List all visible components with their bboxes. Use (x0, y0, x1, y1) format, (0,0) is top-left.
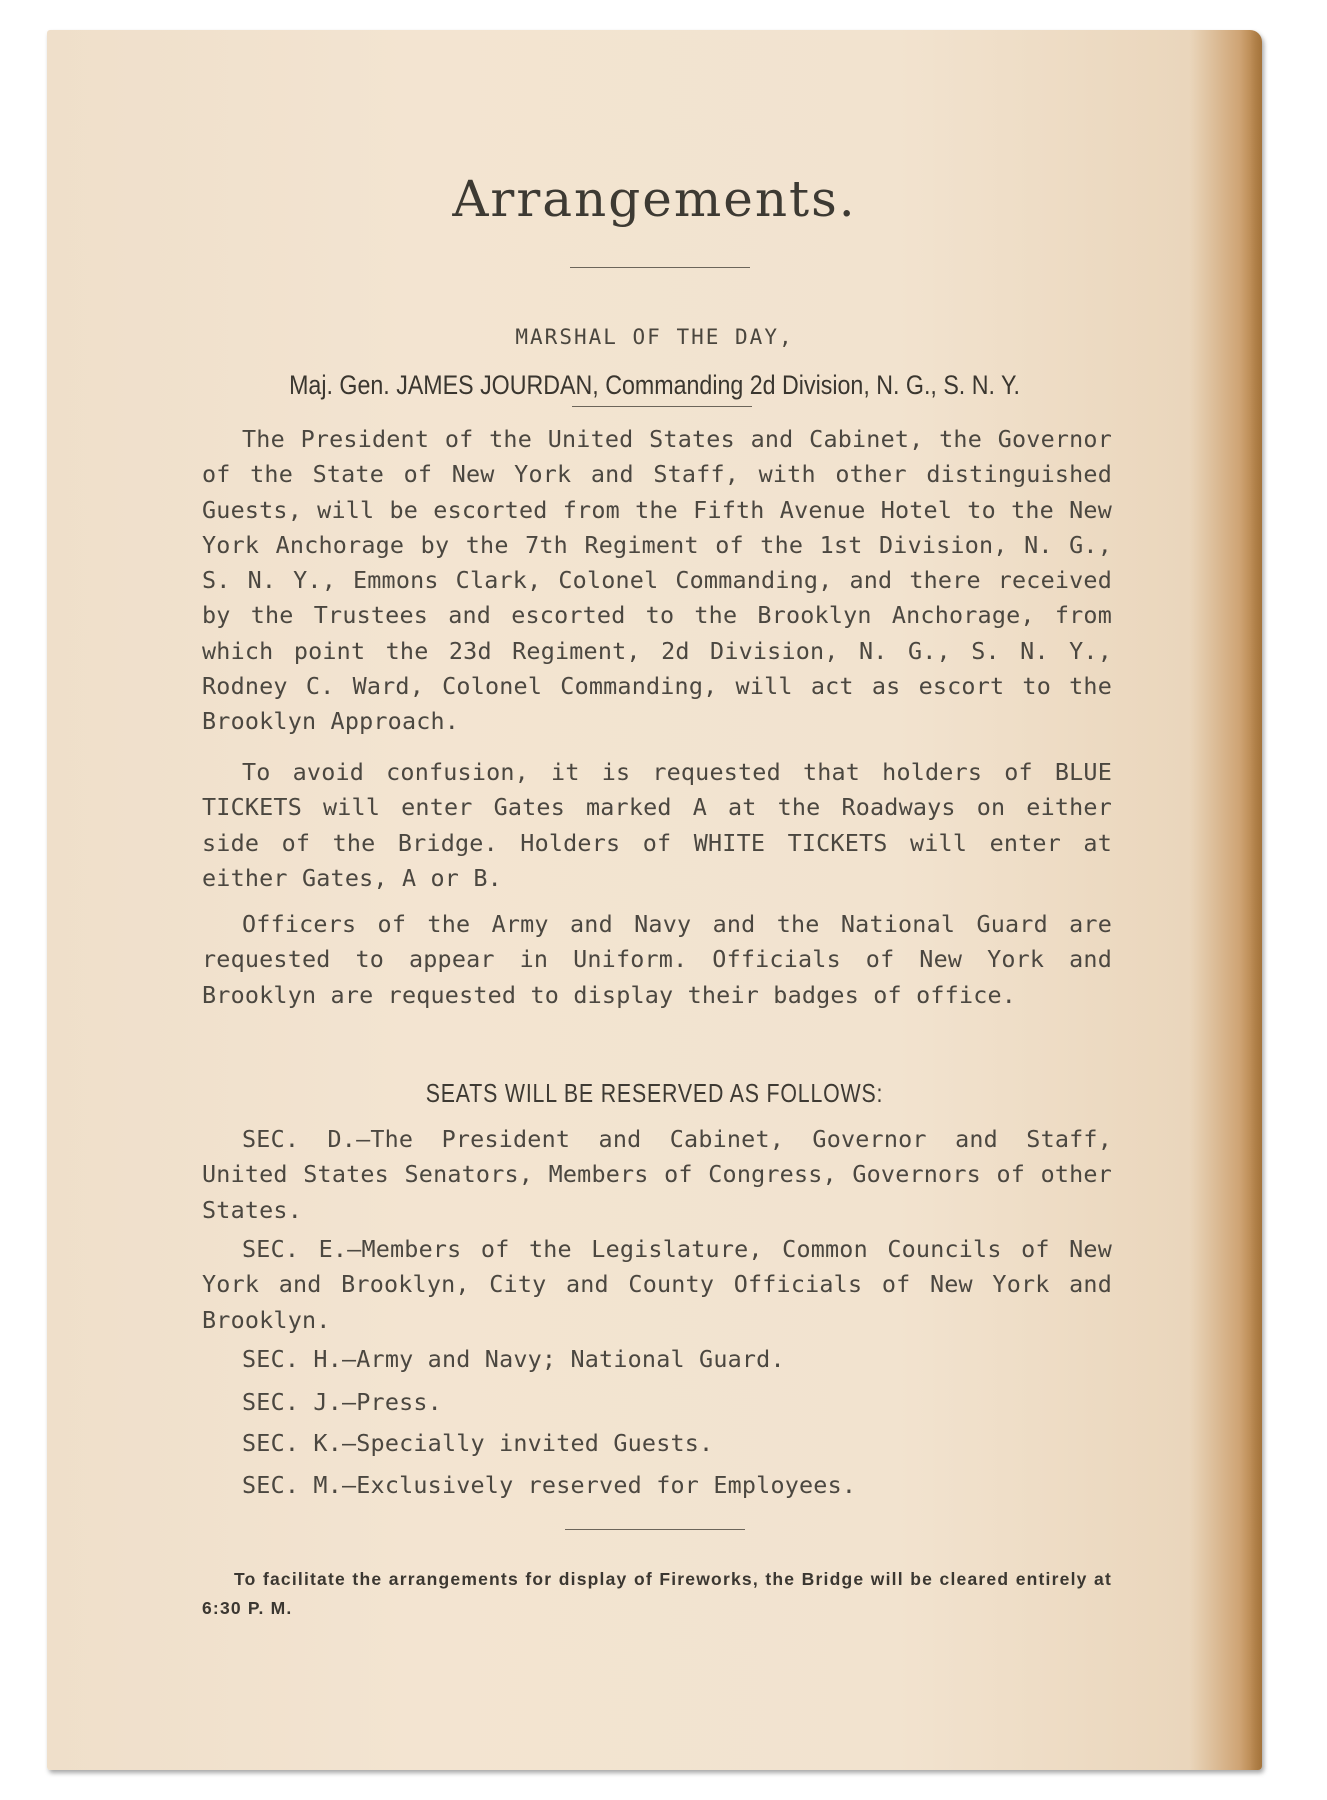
paragraph-escort: The President of the United States and Cabinet, the Governor of the State of New York and Staff, with other distinguished Guests, will be escorted from the Fifth Avenue Hotel to the New York Anchorage by the 7th Regiment of the 1st Division, N. G., S. N. Y., Emmons Clark, Colonel Commanding, and there received by the Trustees and escorted to the Brooklyn Anchorage, from which point the 23d Regiment, 2d Division, N. G., S. N. Y., Rodney C. Ward, Colonel Commanding, will act as escort to the Brooklyn Approach. (202, 425, 1112, 736)
marshal-heading: MARSHAL OF THE DAY, (515, 325, 794, 349)
paragraph-uniform: Officers of the Army and Navy and the National Guard are requested to appear in Uniform. Officials of New York and Brooklyn are requested to display their badges of office. (202, 910, 1112, 1009)
seats-heading: SEATS WILL BE RESERVED AS FOLLOWS: (425, 1078, 884, 1108)
seat-section-h: SEC. H.—Army and Navy; National Guard. (242, 1345, 785, 1373)
divider (570, 267, 750, 268)
seat-section-m: SEC. M.—Exclusively reserved for Employees. (242, 1471, 857, 1499)
seat-section-d: SEC. D.—The President and Cabinet, Governor and Staff, United States Senators, Members of Congress, Governors of other States. (202, 1125, 1112, 1224)
page-title: Arrangements. (452, 170, 857, 228)
document-page (47, 30, 1262, 1770)
divider (572, 406, 752, 407)
fireworks-note: To facilitate the arrangements for display of Fireworks, the Bridge will be cleared entirely at 6:30 P. M. (202, 1569, 1112, 1618)
divider (565, 1529, 745, 1530)
seat-section-e: SEC. E.—Members of the Legislature, Common Councils of New York and Brooklyn, City and County Officials of New York and Brooklyn. (202, 1235, 1112, 1334)
marshal-name: Maj. Gen. JAMES JOURDAN, Commanding 2d Division, N. G., S. N. Y. (289, 370, 1020, 400)
seat-section-k: SEC. K.—Specially invited Guests. (242, 1429, 714, 1457)
paragraph-tickets: To avoid confusion, it is requested that holders of BLUE TICKETS will enter Gates marked A at the Roadways on either side of the Bridge. Holders of WHITE TICKETS will enter at either Gates, A or B. (202, 758, 1112, 892)
seat-section-j: SEC. J.—Press. (242, 1388, 442, 1416)
